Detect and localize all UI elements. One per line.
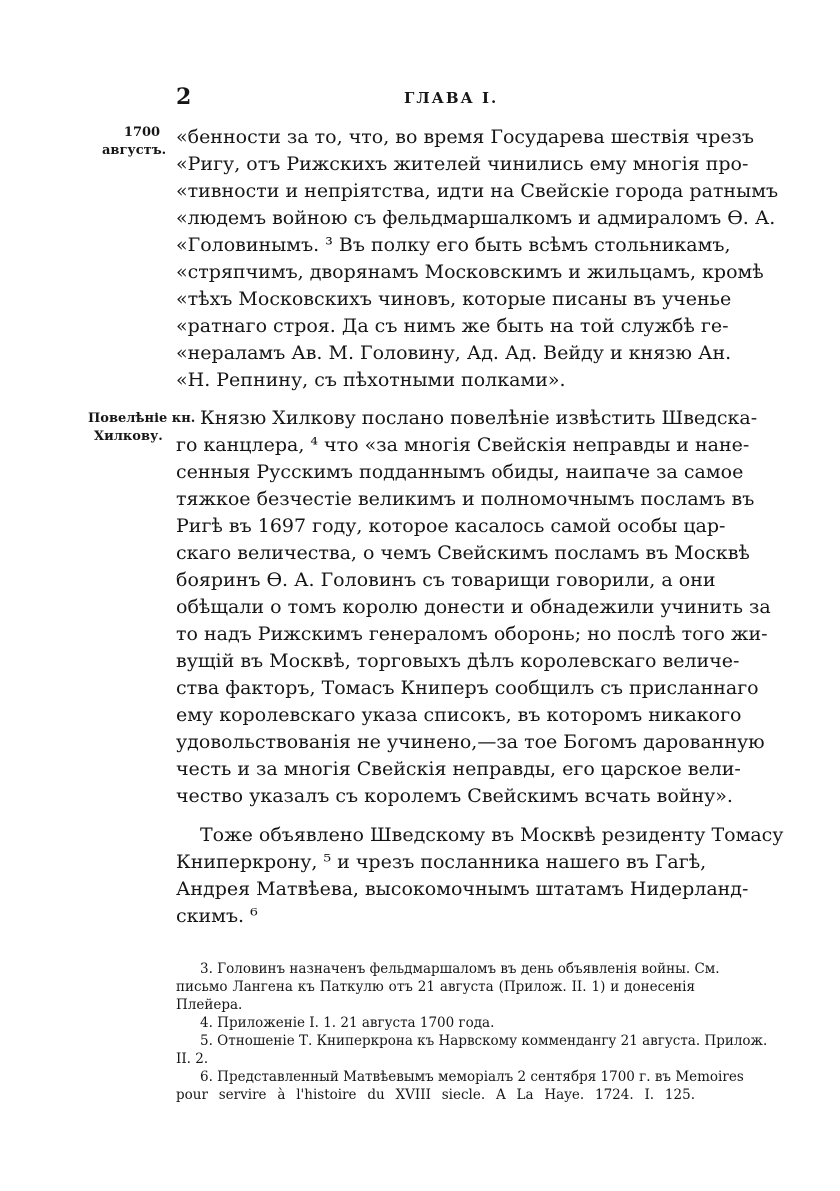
body-line: честь и за многія Свейскія неправды, его царское вели- [176, 758, 741, 780]
body-line: «бенности за то, что, во время Государева шествія чрезъ [176, 126, 754, 148]
body-line: «людемъ войною съ фельдмаршалкомъ и адмираломъ Ѳ. А. [176, 207, 776, 229]
footnote-line: Плейера. [176, 997, 243, 1013]
body-line: «Н. Репнину, съ пѣхотными полками». [176, 369, 566, 391]
page-number: 2 [176, 84, 192, 110]
body-line: «Головинымъ. ³ Въ полку его быть всѣмъ стольникамъ, [176, 234, 731, 256]
footnote-line: 6. Представленный Матвѣевымъ меморіалъ 2 сентября 1700 г. въ Memoires [200, 1069, 744, 1085]
body-line: сенныя Русскимъ подданнымъ обиды, наипаче за самое [176, 461, 744, 483]
footnote-line: письмо Лангена къ Паткулю отъ 21 августа (Прилож. II. 1) и донесенія [176, 979, 695, 995]
body-line: Андрея Матвѣева, высокомочнымъ штатамъ Нидерланд- [176, 878, 749, 900]
footnote-line: 3. Головинъ назначенъ фельдмаршаломъ въ день объявленія войны. См. [200, 961, 720, 977]
margin-note-month: августъ. [102, 143, 167, 158]
body-line: «тѣхъ Московскихъ чиновъ, которые писаны въ ученье [176, 288, 732, 310]
body-line: чество указалъ съ королемъ Свейскимъ всчать войну». [176, 785, 733, 807]
footnote-line: II. 2. [176, 1051, 209, 1067]
margin-note-year: 1700 [123, 125, 161, 140]
body-line: Книперкрону, ⁵ и чрезъ посланника нашего въ Гагѣ, [176, 851, 707, 873]
body-line: Тоже объявлено Шведскому въ Москвѣ резиденту Томасу [200, 824, 784, 846]
body-line: скимъ. ⁶ [176, 905, 258, 927]
body-line: вущій въ Москвѣ, торговыхъ дѣлъ королевскаго величе- [176, 650, 740, 672]
body-line: Ригѣ въ 1697 году, которое касалось самой особы цар- [176, 515, 726, 537]
footnote-line: pour servire à l'histoire du XVIII siecle. A La Haye. 1724. I. 125. [176, 1087, 695, 1103]
body-line: го канцлера, ⁴ что «за многія Свейскія неправды и нане- [176, 434, 750, 456]
footnote-line: 4. Приложеніе I. 1. 21 августа 1700 года. [200, 1015, 495, 1031]
chapter-title: ГЛАВА I. [404, 89, 499, 107]
body-line: Князю Хилкову послано повелѣніе извѣстить Шведска- [200, 407, 758, 429]
body-line: удовольствованія не учинено,—за тое Богомъ дарованную [176, 731, 765, 753]
margin-note-date [102, 124, 167, 160]
margin-note-order-line1: Повелѣніе кн. [88, 411, 196, 426]
body-line: «стряпчимъ, дворянамъ Московскимъ и жильцамъ, кромѣ [176, 261, 764, 283]
body-line: тяжкое безчестіе великимъ и полномочнымъ посламъ въ [176, 488, 755, 510]
body-line: ства факторъ, Томасъ Книперъ сообщилъ съ присланнаго [176, 677, 759, 699]
body-line: ему королевскаго указа списокъ, въ которомъ никакого [176, 704, 742, 726]
footnote-line: 5. Отношеніе Т. Книперкрона къ Нарвскому коммендангу 21 августа. Прилож. [200, 1033, 768, 1049]
body-line: то надъ Рижскимъ генераломъ оборонь; но послѣ того жи- [176, 623, 768, 645]
margin-note-order-line2: Хилкову. [94, 429, 163, 444]
body-line: «нераламъ Ав. М. Головину, Ад. Ад. Вейду и князю Ан. [176, 342, 732, 364]
body-line: бояринъ Ѳ. А. Головинъ съ товарищи говорили, а они [176, 569, 716, 591]
body-line: «Ригу, отъ Рижскихъ жителей чинились ему многія про- [176, 153, 749, 175]
body-line: скаго величества, о чемъ Свейскимъ посламъ въ Москвѣ [176, 542, 750, 564]
body-line: обѣщали о томъ королю донести и обнадежили учинить за [176, 596, 771, 618]
body-line: «тивности и непріятства, идти на Свейскіе города ратнымъ [176, 180, 779, 202]
body-line: «ратнаго строя. Да съ нимъ же быть на той службѣ ге- [176, 315, 729, 337]
